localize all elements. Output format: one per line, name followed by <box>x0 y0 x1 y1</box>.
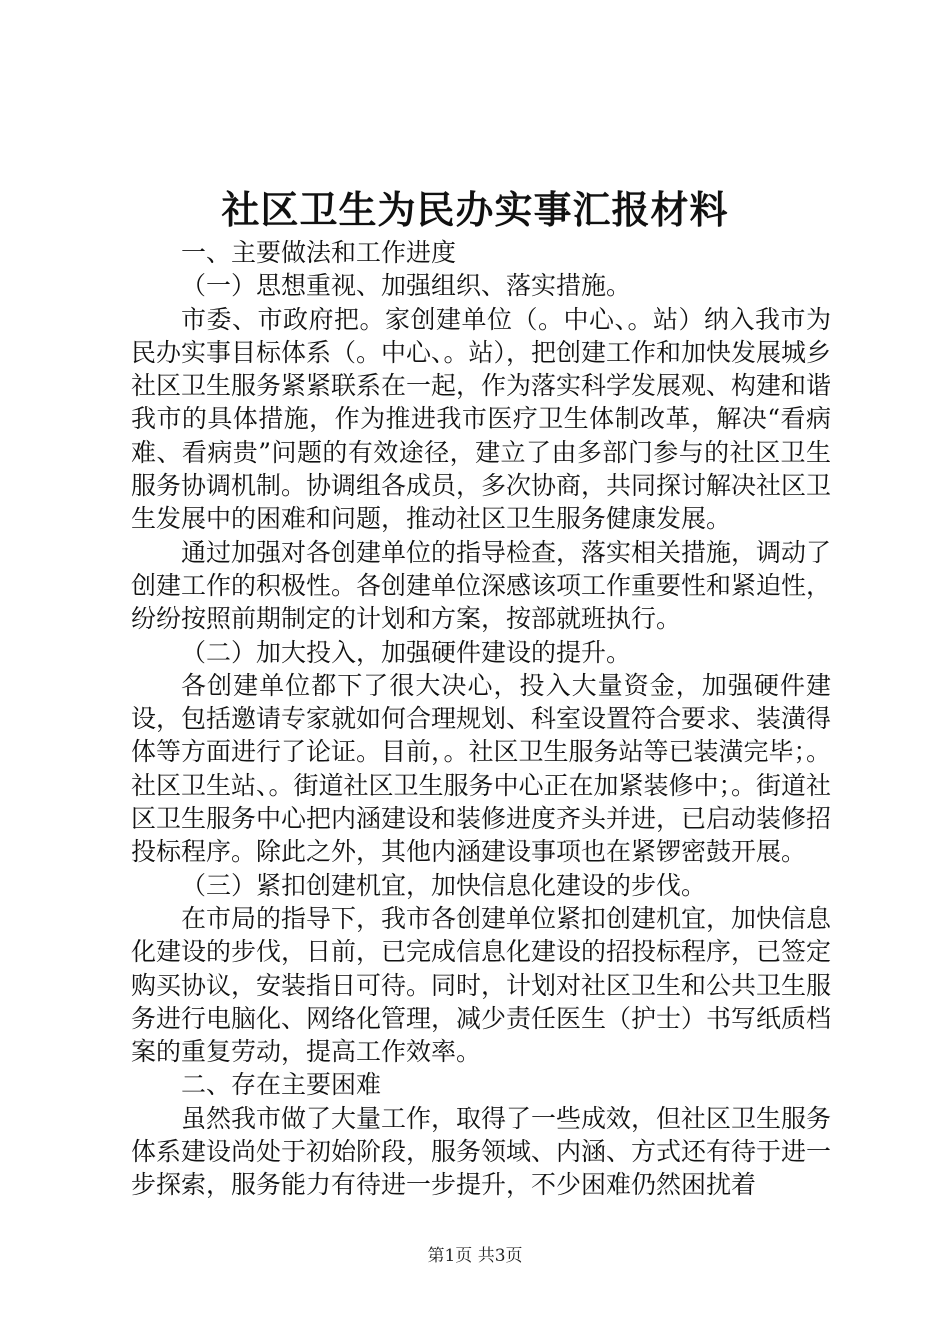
section-heading: 一、主要做法和工作进度 <box>181 238 457 267</box>
subsection-heading: （三）紧扣创建机宜，加快信息化建设的步伐。 <box>181 870 707 900</box>
subsection-heading: （一）思想重视、加强组织、落实措施。 <box>181 271 632 301</box>
document-body <box>131 236 831 1202</box>
body-paragraph: 各创建单位都下了很大决心，投入大量资金，加强硬件建设，包括邀请专家就如何合理规划、科室设置符合要求、装潢得体等方面进行了论证。目前，。社区卫生服务站等已装潢完毕；。社区卫生站、。街道社区卫生服务中心正在加紧装修中；。街道社区卫生服务中心把内涵建设和装修进度齐头并进，已启动装修招投标程序。除此之外，其他内涵建设事项也在紧锣密鼓开展。 <box>131 670 832 867</box>
body-paragraph: 虽然我市做了大量工作，取得了一些成效，但社区卫生服务体系建设尚处于初始阶段，服务领域、内涵、方式还有待于进一步探索，服务能力有待进一步提升，不少困难仍然困扰着 <box>131 1103 832 1200</box>
section-heading: 二、存在主要困难 <box>181 1070 382 1100</box>
body-paragraph: 市委、市政府把。家创建单位（。中心、。站）纳入我市为民办实事目标体系（。中心、。站），把创建工作和加快发展城乡社区卫生服务紧紧联系在一起，作为落实科学发展观、构建和谐我市的具体措施，作为推进我市医疗卫生体制改革，解决“看病难、看病贵”问题的有效途径，建立了由多部门参与的社区卫生服务协调机制。协调组各成员，多次协商，共同探讨解决社区卫生发展中的困难和问题，推动社区卫生服务健康发展。 <box>131 304 832 534</box>
subsection-heading: （二）加大投入，加强硬件建设的提升。 <box>181 637 632 667</box>
body-paragraph: 在市局的指导下，我市各创建单位紧扣创建机宜，加快信息化建设的步伐，日前，已完成信息化建设的招投标程序，已签定购买协议，安装指日可待。同时，计划对社区卫生和公共卫生服务进行电脑化、网络化管理，减少责任医生（护士）书写纸质档案的重复劳动，提高工作效率。 <box>131 903 832 1067</box>
page-footer: 第1页 共3页 <box>427 1246 523 1266</box>
document-title: 社区卫生为民办实事汇报材料 <box>221 188 729 232</box>
body-paragraph: 通过加强对各创建单位的指导检查，落实相关措施，调动了创建工作的积极性。各创建单位深感该项工作重要性和紧迫性，纷纷按照前期制定的计划和方案，按部就班执行。 <box>131 537 832 634</box>
